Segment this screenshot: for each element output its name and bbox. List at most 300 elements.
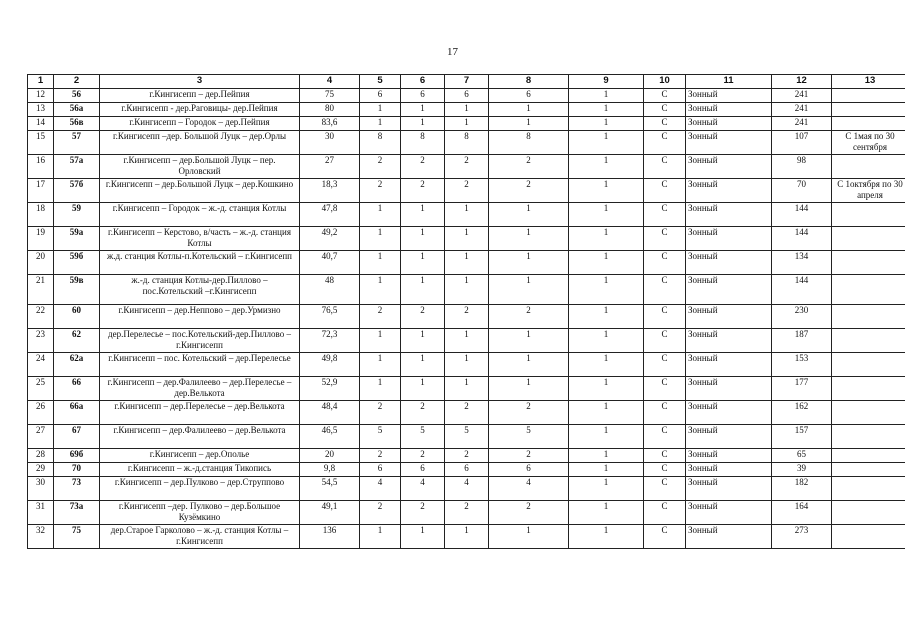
column-header: 13 bbox=[832, 75, 905, 89]
value-cell: 164 bbox=[772, 501, 832, 525]
tariff-cell: Зонный bbox=[686, 179, 772, 203]
value-cell: 6 bbox=[360, 89, 401, 103]
value-cell: 1 bbox=[360, 227, 401, 251]
route-number: 73 bbox=[54, 477, 100, 501]
route-name: г.Кингисепп – дер.Большой Луцк – пер. Орловский bbox=[100, 155, 300, 179]
column-header: 7 bbox=[445, 75, 489, 89]
column-header: 4 bbox=[300, 75, 360, 89]
value-cell: 6 bbox=[445, 89, 489, 103]
route-name: ж.-д. станция Котлы-дер.Пиллово – пос.Котельский –г.Кингисепп bbox=[100, 275, 300, 305]
note-cell bbox=[832, 275, 905, 305]
route-number: 56а bbox=[54, 103, 100, 117]
route-number: 73а bbox=[54, 501, 100, 525]
value-cell: 241 bbox=[772, 117, 832, 131]
route-length: 72,3 bbox=[300, 329, 360, 353]
value-cell: 2 bbox=[489, 401, 569, 425]
route-length: 9,8 bbox=[300, 463, 360, 477]
value-cell: 162 bbox=[772, 401, 832, 425]
value-cell: 4 bbox=[445, 477, 489, 501]
route-length: 27 bbox=[300, 155, 360, 179]
value-cell: 6 bbox=[401, 89, 445, 103]
route-name: г.Кингисепп – дер.Большой Луцк – дер.Кошкино bbox=[100, 179, 300, 203]
route-number: 70 bbox=[54, 463, 100, 477]
value-cell: 1 bbox=[569, 353, 644, 377]
value-cell: 1 bbox=[401, 329, 445, 353]
value-cell: 1 bbox=[569, 251, 644, 275]
value-cell: 1 bbox=[569, 203, 644, 227]
note-cell bbox=[832, 353, 905, 377]
value-cell: 1 bbox=[401, 353, 445, 377]
value-cell: 1 bbox=[569, 179, 644, 203]
class-cell: С bbox=[644, 425, 686, 449]
value-cell: 2 bbox=[445, 449, 489, 463]
note-cell: С 1мая по 30 сентября bbox=[832, 131, 905, 155]
value-cell: 1 bbox=[489, 227, 569, 251]
value-cell: 5 bbox=[360, 425, 401, 449]
tariff-cell: Зонный bbox=[686, 275, 772, 305]
table-row bbox=[28, 449, 905, 463]
tariff-cell: Зонный bbox=[686, 477, 772, 501]
value-cell: 2 bbox=[401, 401, 445, 425]
value-cell: 2 bbox=[489, 155, 569, 179]
value-cell: 1 bbox=[569, 449, 644, 463]
value-cell: 2 bbox=[360, 449, 401, 463]
route-name: ж.д. станция Котлы-п.Котельский – г.Кингисепп bbox=[100, 251, 300, 275]
value-cell: 2 bbox=[489, 449, 569, 463]
value-cell: 2 bbox=[445, 179, 489, 203]
value-cell: 70 bbox=[772, 179, 832, 203]
value-cell: 273 bbox=[772, 525, 832, 549]
value-cell: 1 bbox=[401, 203, 445, 227]
class-cell: С bbox=[644, 89, 686, 103]
route-name: г.Кингисепп – пос. Котельский – дер.Перелесье bbox=[100, 353, 300, 377]
route-name: г.Кингисепп – дер.Неппово – дер.Урмизно bbox=[100, 305, 300, 329]
row-number: 17 bbox=[28, 179, 54, 203]
class-cell: С bbox=[644, 477, 686, 501]
route-name: г.Кингисепп –дер. Большой Луцк – дер.Орлы bbox=[100, 131, 300, 155]
tariff-cell: Зонный bbox=[686, 329, 772, 353]
route-length: 47,8 bbox=[300, 203, 360, 227]
value-cell: 1 bbox=[445, 353, 489, 377]
note-cell bbox=[832, 449, 905, 463]
value-cell: 1 bbox=[445, 103, 489, 117]
class-cell: С bbox=[644, 103, 686, 117]
value-cell: 1 bbox=[569, 155, 644, 179]
value-cell: 241 bbox=[772, 103, 832, 117]
value-cell: 2 bbox=[360, 401, 401, 425]
note-cell bbox=[832, 463, 905, 477]
class-cell: С bbox=[644, 353, 686, 377]
route-length: 136 bbox=[300, 525, 360, 549]
route-name: г.Кингисепп – дер.Фалилеево – дер.Велькота bbox=[100, 425, 300, 449]
value-cell: 1 bbox=[569, 501, 644, 525]
note-cell bbox=[832, 425, 905, 449]
value-cell: 1 bbox=[445, 251, 489, 275]
value-cell: 153 bbox=[772, 353, 832, 377]
class-cell: С bbox=[644, 179, 686, 203]
value-cell: 1 bbox=[569, 525, 644, 549]
value-cell: 6 bbox=[401, 463, 445, 477]
note-cell bbox=[832, 227, 905, 251]
value-cell: 2 bbox=[445, 305, 489, 329]
value-cell: 2 bbox=[401, 179, 445, 203]
table-row bbox=[28, 477, 905, 501]
value-cell: 4 bbox=[360, 477, 401, 501]
value-cell: 1 bbox=[489, 525, 569, 549]
value-cell: 2 bbox=[401, 155, 445, 179]
route-length: 52,9 bbox=[300, 377, 360, 401]
route-length: 49,2 bbox=[300, 227, 360, 251]
route-number: 56 bbox=[54, 89, 100, 103]
value-cell: 230 bbox=[772, 305, 832, 329]
class-cell: С bbox=[644, 377, 686, 401]
row-number: 15 bbox=[28, 131, 54, 155]
value-cell: 39 bbox=[772, 463, 832, 477]
table-row bbox=[28, 155, 905, 179]
value-cell: 107 bbox=[772, 131, 832, 155]
note-cell bbox=[832, 477, 905, 501]
table-row bbox=[28, 89, 905, 103]
value-cell: 1 bbox=[401, 275, 445, 305]
route-length: 80 bbox=[300, 103, 360, 117]
value-cell: 8 bbox=[401, 131, 445, 155]
column-header: 10 bbox=[644, 75, 686, 89]
value-cell: 2 bbox=[360, 305, 401, 329]
note-cell bbox=[832, 305, 905, 329]
tariff-cell: Зонный bbox=[686, 463, 772, 477]
tariff-cell: Зонный bbox=[686, 251, 772, 275]
class-cell: С bbox=[644, 155, 686, 179]
note-cell bbox=[832, 103, 905, 117]
value-cell: 187 bbox=[772, 329, 832, 353]
tariff-cell: Зонный bbox=[686, 377, 772, 401]
route-name: г.Кингисепп - дер.Раговицы- дер.Пейпия bbox=[100, 103, 300, 117]
row-number: 30 bbox=[28, 477, 54, 501]
value-cell: 1 bbox=[360, 525, 401, 549]
value-cell: 2 bbox=[360, 179, 401, 203]
value-cell: 1 bbox=[569, 329, 644, 353]
value-cell: 182 bbox=[772, 477, 832, 501]
table-row bbox=[28, 329, 905, 353]
column-header: 1 bbox=[28, 75, 54, 89]
value-cell: 5 bbox=[401, 425, 445, 449]
value-cell: 1 bbox=[360, 103, 401, 117]
value-cell: 1 bbox=[401, 377, 445, 401]
column-header: 3 bbox=[100, 75, 300, 89]
value-cell: 98 bbox=[772, 155, 832, 179]
row-number: 21 bbox=[28, 275, 54, 305]
route-length: 40,7 bbox=[300, 251, 360, 275]
table-row bbox=[28, 251, 905, 275]
route-name: г.Кингисепп – Городок – дер.Пейпия bbox=[100, 117, 300, 131]
value-cell: 1 bbox=[360, 251, 401, 275]
value-cell: 2 bbox=[401, 501, 445, 525]
table-row bbox=[28, 401, 905, 425]
row-number: 25 bbox=[28, 377, 54, 401]
table-row bbox=[28, 227, 905, 251]
value-cell: 2 bbox=[489, 179, 569, 203]
column-header: 5 bbox=[360, 75, 401, 89]
class-cell: С bbox=[644, 525, 686, 549]
row-number: 20 bbox=[28, 251, 54, 275]
row-number: 19 bbox=[28, 227, 54, 251]
value-cell: 1 bbox=[445, 227, 489, 251]
value-cell: 1 bbox=[569, 377, 644, 401]
header-row bbox=[28, 75, 905, 89]
route-number: 57 bbox=[54, 131, 100, 155]
table-row bbox=[28, 103, 905, 117]
row-number: 12 bbox=[28, 89, 54, 103]
tariff-cell: Зонный bbox=[686, 525, 772, 549]
value-cell: 1 bbox=[489, 329, 569, 353]
value-cell: 1 bbox=[445, 329, 489, 353]
route-number: 60 bbox=[54, 305, 100, 329]
route-length: 30 bbox=[300, 131, 360, 155]
route-number: 59в bbox=[54, 275, 100, 305]
value-cell: 1 bbox=[569, 227, 644, 251]
row-number: 14 bbox=[28, 117, 54, 131]
route-name: г.Кингисепп – дер.Перелесье – дер.Велькота bbox=[100, 401, 300, 425]
class-cell: С bbox=[644, 501, 686, 525]
value-cell: 1 bbox=[489, 377, 569, 401]
route-name: г.Кингисепп –дер. Пулково – дер.Большое Кузёмкино bbox=[100, 501, 300, 525]
value-cell: 1 bbox=[569, 401, 644, 425]
value-cell: 6 bbox=[489, 463, 569, 477]
value-cell: 1 bbox=[569, 477, 644, 501]
note-cell bbox=[832, 89, 905, 103]
row-number: 24 bbox=[28, 353, 54, 377]
route-name: г.Кингисепп – дер.Пулково – дер.Струппово bbox=[100, 477, 300, 501]
route-number: 75 bbox=[54, 525, 100, 549]
class-cell: С bbox=[644, 449, 686, 463]
value-cell: 6 bbox=[360, 463, 401, 477]
class-cell: С bbox=[644, 227, 686, 251]
tariff-cell: Зонный bbox=[686, 401, 772, 425]
class-cell: С bbox=[644, 275, 686, 305]
value-cell: 241 bbox=[772, 89, 832, 103]
class-cell: С bbox=[644, 305, 686, 329]
route-length: 49,8 bbox=[300, 353, 360, 377]
value-cell: 1 bbox=[569, 463, 644, 477]
tariff-cell: Зонный bbox=[686, 117, 772, 131]
note-cell bbox=[832, 117, 905, 131]
note-cell bbox=[832, 501, 905, 525]
value-cell: 1 bbox=[401, 251, 445, 275]
route-number: 59 bbox=[54, 203, 100, 227]
value-cell: 1 bbox=[360, 353, 401, 377]
table-body bbox=[28, 89, 905, 549]
table-row bbox=[28, 525, 905, 549]
note-cell bbox=[832, 525, 905, 549]
value-cell: 157 bbox=[772, 425, 832, 449]
tariff-cell: Зонный bbox=[686, 131, 772, 155]
value-cell: 134 bbox=[772, 251, 832, 275]
class-cell: С bbox=[644, 203, 686, 227]
value-cell: 1 bbox=[569, 425, 644, 449]
value-cell: 4 bbox=[489, 477, 569, 501]
note-cell bbox=[832, 203, 905, 227]
value-cell: 8 bbox=[445, 131, 489, 155]
class-cell: С bbox=[644, 463, 686, 477]
note-cell bbox=[832, 329, 905, 353]
table-row bbox=[28, 179, 905, 203]
row-number: 31 bbox=[28, 501, 54, 525]
value-cell: 1 bbox=[569, 305, 644, 329]
route-number: 66а bbox=[54, 401, 100, 425]
value-cell: 2 bbox=[401, 449, 445, 463]
route-name: г.Кингисепп – дер.Ополье bbox=[100, 449, 300, 463]
table-row bbox=[28, 501, 905, 525]
route-length: 20 bbox=[300, 449, 360, 463]
value-cell: 1 bbox=[445, 275, 489, 305]
value-cell: 1 bbox=[360, 329, 401, 353]
value-cell: 6 bbox=[489, 89, 569, 103]
value-cell: 1 bbox=[569, 117, 644, 131]
value-cell: 2 bbox=[489, 501, 569, 525]
route-name: г.Кингисепп – ж.-д.станция Тикопись bbox=[100, 463, 300, 477]
tariff-cell: Зонный bbox=[686, 155, 772, 179]
value-cell: 2 bbox=[401, 305, 445, 329]
route-number: 57а bbox=[54, 155, 100, 179]
tariff-cell: Зонный bbox=[686, 425, 772, 449]
value-cell: 1 bbox=[489, 275, 569, 305]
value-cell: 1 bbox=[489, 103, 569, 117]
value-cell: 1 bbox=[489, 203, 569, 227]
value-cell: 144 bbox=[772, 275, 832, 305]
row-number: 29 bbox=[28, 463, 54, 477]
route-length: 18,3 bbox=[300, 179, 360, 203]
value-cell: 2 bbox=[445, 501, 489, 525]
route-number: 62а bbox=[54, 353, 100, 377]
tariff-cell: Зонный bbox=[686, 305, 772, 329]
note-cell bbox=[832, 155, 905, 179]
route-name: г.Кингисепп – дер.Фалилеево – дер.Перелесье – дер.Велькота bbox=[100, 377, 300, 401]
route-length: 48 bbox=[300, 275, 360, 305]
note-cell bbox=[832, 401, 905, 425]
value-cell: 144 bbox=[772, 227, 832, 251]
value-cell: 65 bbox=[772, 449, 832, 463]
value-cell: 1 bbox=[445, 525, 489, 549]
route-name: г.Кингисепп – дер.Пейпия bbox=[100, 89, 300, 103]
row-number: 28 bbox=[28, 449, 54, 463]
note-cell: С 1октября по 30 апреля bbox=[832, 179, 905, 203]
row-number: 13 bbox=[28, 103, 54, 117]
column-header: 11 bbox=[686, 75, 772, 89]
route-length: 83,6 bbox=[300, 117, 360, 131]
value-cell: 1 bbox=[445, 203, 489, 227]
route-name: г.Кингисепп – Керстово, в/часть – ж.-д. станция Котлы bbox=[100, 227, 300, 251]
route-number: 59а bbox=[54, 227, 100, 251]
table-row bbox=[28, 203, 905, 227]
value-cell: 2 bbox=[445, 401, 489, 425]
column-header: 12 bbox=[772, 75, 832, 89]
value-cell: 6 bbox=[445, 463, 489, 477]
class-cell: С bbox=[644, 251, 686, 275]
table-row bbox=[28, 463, 905, 477]
row-number: 26 bbox=[28, 401, 54, 425]
class-cell: С bbox=[644, 117, 686, 131]
value-cell: 144 bbox=[772, 203, 832, 227]
row-number: 18 bbox=[28, 203, 54, 227]
route-length: 46,5 bbox=[300, 425, 360, 449]
value-cell: 1 bbox=[569, 89, 644, 103]
value-cell: 1 bbox=[401, 117, 445, 131]
table-row bbox=[28, 275, 905, 305]
page-number: 17 bbox=[447, 46, 458, 58]
column-header: 9 bbox=[569, 75, 644, 89]
table-row bbox=[28, 131, 905, 155]
value-cell: 8 bbox=[489, 131, 569, 155]
route-length: 76,5 bbox=[300, 305, 360, 329]
value-cell: 1 bbox=[401, 525, 445, 549]
routes-table bbox=[27, 74, 905, 549]
value-cell: 5 bbox=[445, 425, 489, 449]
value-cell: 1 bbox=[569, 131, 644, 155]
value-cell: 1 bbox=[489, 251, 569, 275]
row-number: 16 bbox=[28, 155, 54, 179]
value-cell: 2 bbox=[445, 155, 489, 179]
value-cell: 5 bbox=[489, 425, 569, 449]
note-cell bbox=[832, 377, 905, 401]
value-cell: 1 bbox=[569, 275, 644, 305]
value-cell: 2 bbox=[360, 501, 401, 525]
route-length: 54,5 bbox=[300, 477, 360, 501]
table-row bbox=[28, 117, 905, 131]
column-header: 2 bbox=[54, 75, 100, 89]
value-cell: 177 bbox=[772, 377, 832, 401]
tariff-cell: Зонный bbox=[686, 353, 772, 377]
value-cell: 1 bbox=[445, 117, 489, 131]
value-cell: 1 bbox=[569, 103, 644, 117]
table-row bbox=[28, 377, 905, 401]
tariff-cell: Зонный bbox=[686, 227, 772, 251]
table-row bbox=[28, 425, 905, 449]
column-header: 6 bbox=[401, 75, 445, 89]
value-cell: 1 bbox=[489, 117, 569, 131]
route-number: 62 bbox=[54, 329, 100, 353]
route-length: 48,4 bbox=[300, 401, 360, 425]
tariff-cell: Зонный bbox=[686, 103, 772, 117]
value-cell: 8 bbox=[360, 131, 401, 155]
route-number: 66 bbox=[54, 377, 100, 401]
route-length: 49,1 bbox=[300, 501, 360, 525]
value-cell: 2 bbox=[489, 305, 569, 329]
route-length: 75 bbox=[300, 89, 360, 103]
value-cell: 4 bbox=[401, 477, 445, 501]
value-cell: 2 bbox=[360, 155, 401, 179]
value-cell: 1 bbox=[360, 377, 401, 401]
value-cell: 1 bbox=[445, 377, 489, 401]
table-row bbox=[28, 305, 905, 329]
tariff-cell: Зонный bbox=[686, 449, 772, 463]
route-number: 69б bbox=[54, 449, 100, 463]
tariff-cell: Зонный bbox=[686, 89, 772, 103]
value-cell: 1 bbox=[360, 275, 401, 305]
class-cell: С bbox=[644, 131, 686, 155]
row-number: 22 bbox=[28, 305, 54, 329]
column-header: 8 bbox=[489, 75, 569, 89]
row-number: 27 bbox=[28, 425, 54, 449]
class-cell: С bbox=[644, 329, 686, 353]
value-cell: 1 bbox=[360, 117, 401, 131]
route-number: 67 bbox=[54, 425, 100, 449]
tariff-cell: Зонный bbox=[686, 501, 772, 525]
value-cell: 1 bbox=[401, 103, 445, 117]
value-cell: 1 bbox=[360, 203, 401, 227]
class-cell: С bbox=[644, 401, 686, 425]
tariff-cell: Зонный bbox=[686, 203, 772, 227]
route-name: дер.Старое Гарколово – ж.-д. станция Котлы – г.Кингисепп bbox=[100, 525, 300, 549]
